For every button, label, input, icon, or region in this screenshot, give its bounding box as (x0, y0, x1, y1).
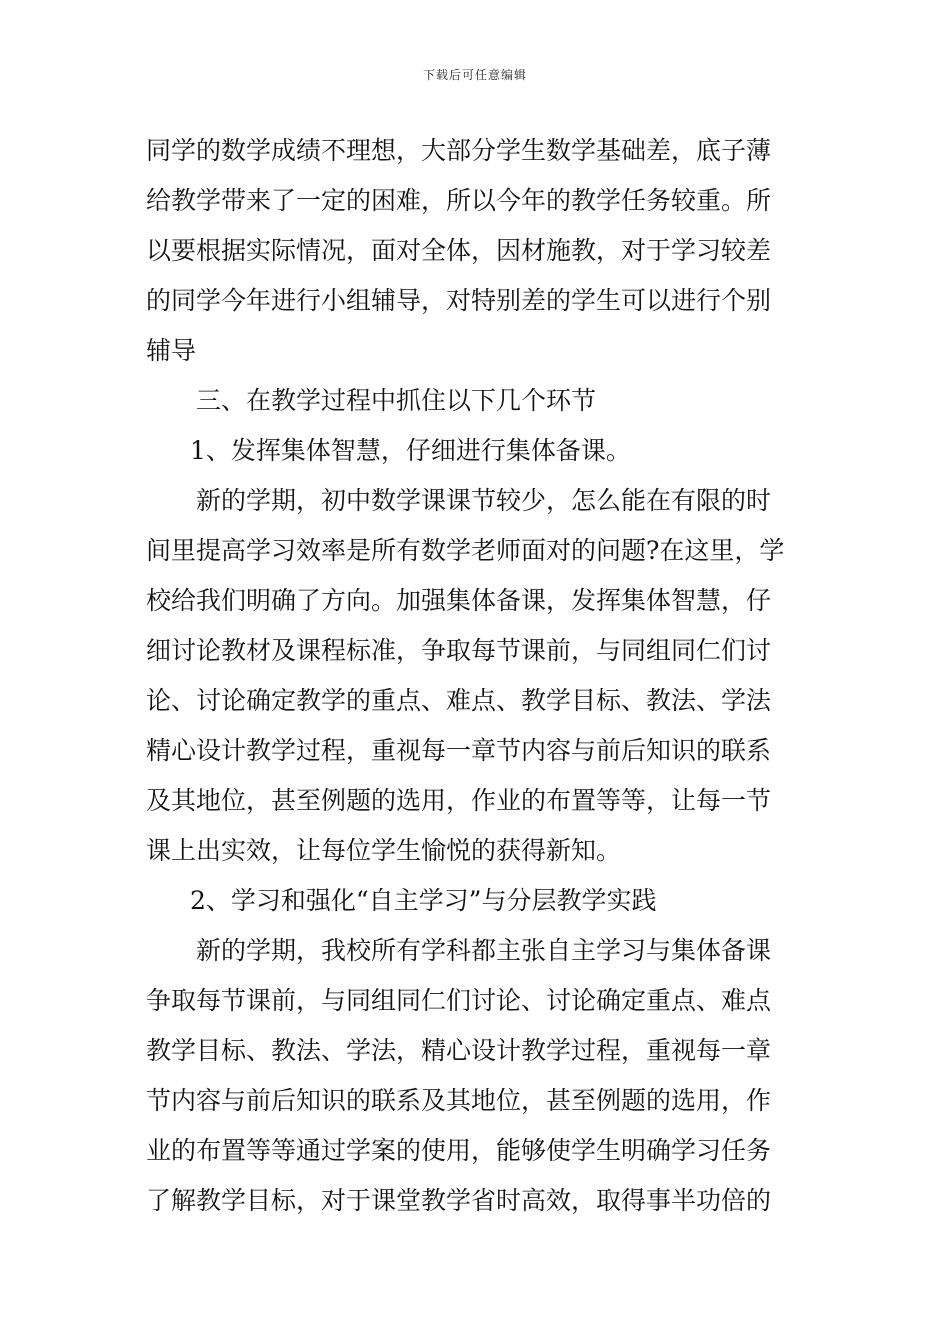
page-header: 下载后可任意编辑 (422, 68, 527, 82)
text-line: 新的学期，初中数学课课节较少，怎么能在有限的时 (196, 486, 772, 515)
text-line: 论、讨论确定教学的重点、难点、教学目标、教法、学法 (146, 686, 772, 715)
text-line: 精心设计教学过程，重视每一章节内容与前后知识的联系 (146, 736, 772, 765)
text-line: 细讨论教材及课程标准，争取每节课前，与同组同仁们讨 (146, 636, 772, 665)
text-line: 争取每节课前，与同组同仁们讨论、讨论确定重点、难点 (146, 986, 772, 1015)
text-line: 间里提高学习效率是所有数学老师面对的问题?在这里，学 (146, 536, 785, 565)
text-line: 节内容与前后知识的联系及其地位，甚至例题的选用，作 (146, 1086, 772, 1115)
text-line: 新的学期，我校所有学科都主张自主学习与集体备课 (196, 936, 772, 965)
text-line: 及其地位，甚至例题的选用，作业的布置等等，让每一节 (146, 786, 772, 815)
text-line: 以要根据实际情况，面对全体，因材施教，对于学习较差 (146, 236, 772, 265)
subsection-heading: 1、发挥集体智慧，仔细进行集体备课。 (190, 436, 631, 465)
text-line: 课上出实效，让每位学生愉悦的获得新知。 (146, 836, 622, 865)
section-heading: 三、在教学过程中抓住以下几个环节 (196, 386, 597, 415)
text-line: 校给我们明确了方向。加强集体备课，发挥集体智慧，仔 (146, 586, 772, 615)
text-line: 同学的数学成绩不理想，大部分学生数学基础差，底子薄 (146, 136, 772, 165)
text-line: 业的布置等等通过学案的使用，能够使学生明确学习任务 (146, 1136, 772, 1165)
text-line: 给教学带来了一定的困难，所以今年的教学任务较重。所 (146, 186, 772, 215)
subsection-heading: 2、学习和强化“自主学习”与分层教学实践 (190, 886, 657, 915)
text-line: 了解教学目标，对于课堂教学省时高效，取得事半功倍的 (146, 1186, 772, 1215)
text-line: 教学目标、教法、学法，精心设计教学过程，重视每一章 (146, 1036, 772, 1065)
text-line: 辅导 (146, 336, 197, 365)
body-text (146, 126, 810, 1226)
text-line: 的同学今年进行小组辅导，对特别差的学生可以进行个别 (146, 286, 772, 315)
